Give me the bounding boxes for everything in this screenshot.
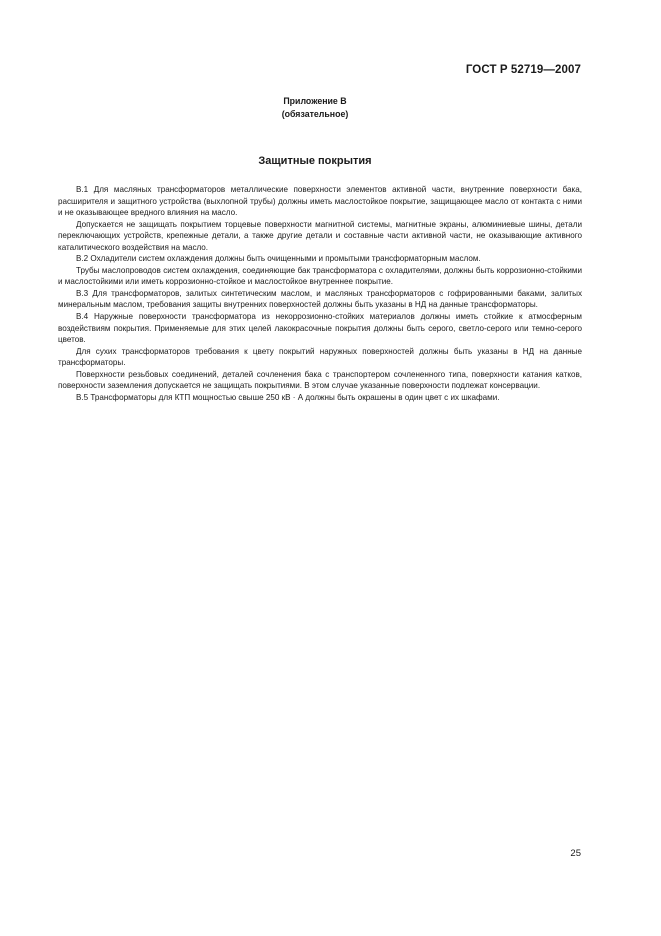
body-text: [58, 184, 582, 403]
paragraph-b2-pipes: Трубы маслопроводов систем охлаждения, соединяющие бак трансформатора с охладителями, должны быть коррозионно-стойкими и маслостойкими или иметь коррозионно-стойкое и маслостойкое внутреннее покрытие.: [58, 265, 582, 287]
paragraph-b2: В.2 Охладители систем охлаждения должны быть очищенными и промытыми трансформаторным маслом.: [76, 254, 481, 264]
annex-status: (обязательное): [281, 109, 349, 119]
section-title: Защитные покрытия: [258, 155, 372, 167]
paragraph-b4-dry: Для сухих трансформаторов требования к цвету покрытий наружных поверхностей должны быть указаны в НД на данные трансформаторы.: [58, 346, 582, 368]
paragraph-b4: В.4 Наружные поверхности трансформатора из некоррозионно-стойких материалов должны иметь стойкие к атмосферным воздействиям покрытия. Применяемые для этих целей лакокрасочные покрытия должны быть серого, светло-серого или темно-серого цветов.: [58, 312, 582, 345]
document-code: ГОСТ Р 52719—2007: [465, 64, 581, 76]
paragraph-b4-threads: Поверхности резьбовых соединений, деталей сочленения бака с транспортером сочлененного типа, поверхности катания катков, поверхности заземления допускается не защищать покрытиями. В этом случае указанные поверхности подлежат консервации.: [58, 369, 582, 391]
page-number: 25: [570, 848, 581, 859]
paragraph-b5: В.5 Трансформаторы для КТП мощностью свыше 250 кВ · А должны быть окрашены в один цвет с их шкафами.: [76, 392, 500, 402]
paragraph-b1: В.1 Для масляных трансформаторов металлические поверхности элементов активной части, внутренние поверхности бака, расширителя и защитного устройства (выхлопной трубы) должны иметь маслостойкое покрытие, защищающее масло от контакта с ними и не оказывающее вредного влияния на масло.: [58, 185, 582, 218]
paragraph-b3: В.3 Для трансформаторов, залитых синтетическим маслом, и масляных трансформаторов с гофрированными баками, залитых минеральным маслом, требования защиты внутренних поверхностей должны быть указаны в НД на данные трансформаторы.: [58, 288, 582, 310]
paragraph-b1-exception: Допускается не защищать покрытием торцевые поверхности магнитной системы, магнитные экраны, алюминиевые шины, детали переключающих устройств, крепежные детали, а также другие детали и составные части активной части, не оказывающие активного каталитического воздействия на масло.: [58, 219, 582, 252]
annex-heading: [0, 95, 630, 121]
annex-title: Приложение В: [283, 96, 347, 106]
